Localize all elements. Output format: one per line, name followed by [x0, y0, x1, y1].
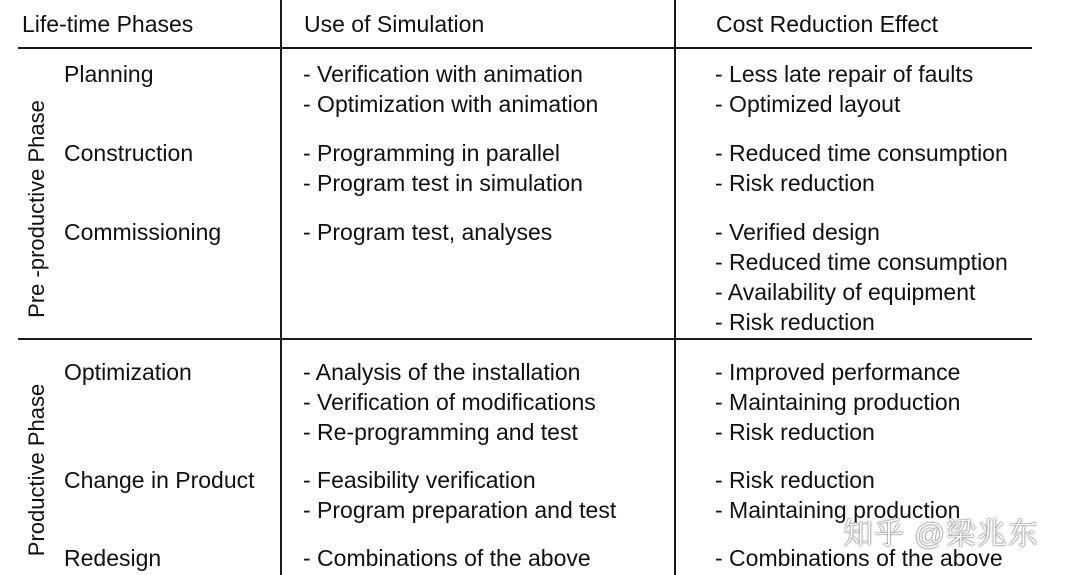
list-item: - Reduced time consumption — [715, 140, 1008, 166]
cost-list-construction — [715, 138, 1008, 198]
use-list-redesign — [303, 543, 591, 573]
list-item: - Optimized layout — [715, 91, 901, 117]
cost-list-commissioning — [715, 217, 1008, 337]
phase-construction: Construction — [64, 140, 194, 166]
column-divider-1 — [280, 0, 282, 575]
list-item: - Maintaining production — [715, 389, 961, 415]
list-item: - Maintaining production — [715, 497, 961, 523]
list-item: - Program test, analyses — [303, 219, 553, 245]
list-item: - Risk reduction — [715, 419, 875, 445]
list-item: - Analysis of the installation — [303, 359, 581, 385]
list-item: - Optimization with animation — [303, 91, 599, 117]
header-use-of-simulation: Use of Simulation — [304, 11, 485, 37]
use-list-change-in-product — [303, 465, 616, 525]
phase-commissioning: Commissioning — [64, 219, 222, 245]
list-item: - Verification of modifications — [303, 389, 596, 415]
use-list-planning — [303, 59, 598, 119]
list-item: - Feasibility verification — [303, 467, 536, 493]
cost-list-optimization — [715, 357, 960, 447]
use-list-optimization — [303, 357, 596, 447]
list-item: - Combinations of the above — [715, 545, 1003, 571]
list-item: - Combinations of the above — [303, 545, 591, 571]
list-item: - Risk reduction — [715, 309, 875, 335]
header-cost-reduction: Cost Reduction Effect — [716, 11, 939, 37]
list-item: - Program preparation and test — [303, 497, 617, 523]
cost-list-planning — [715, 59, 973, 119]
list-item: - Less late repair of faults — [715, 61, 974, 87]
list-item: - Reduced time consumption — [715, 249, 1008, 275]
header-lifetime-phases: Life-time Phases — [22, 11, 194, 37]
header-divider — [18, 47, 1032, 49]
use-list-commissioning — [303, 217, 552, 247]
list-item: - Program test in simulation — [303, 170, 583, 196]
use-list-construction — [303, 138, 583, 198]
list-item: - Programming in parallel — [303, 140, 560, 166]
phase-optimization: Optimization — [64, 359, 192, 385]
group-divider — [18, 338, 1032, 340]
column-divider-2 — [674, 0, 676, 575]
zhihu-watermark: 知乎 @梁兆东 — [843, 518, 1039, 551]
list-item: - Availability of equipment — [715, 279, 976, 305]
group-label-productive-text: Productive Phase — [24, 383, 49, 557]
phase-planning: Planning — [64, 61, 154, 87]
list-item: - Re-programming and test — [303, 419, 578, 445]
list-item: - Improved performance — [715, 359, 961, 385]
list-item: - Risk reduction — [715, 170, 875, 196]
list-item: - Verified design — [715, 219, 880, 245]
phase-redesign: Redesign — [64, 545, 162, 571]
phase-change-in-product: Change in Product — [64, 467, 255, 493]
list-item: - Verification with animation — [303, 61, 583, 87]
list-item: - Risk reduction — [715, 467, 875, 493]
group-label-pre-productive-text: Pre -productive Phase — [24, 100, 49, 318]
